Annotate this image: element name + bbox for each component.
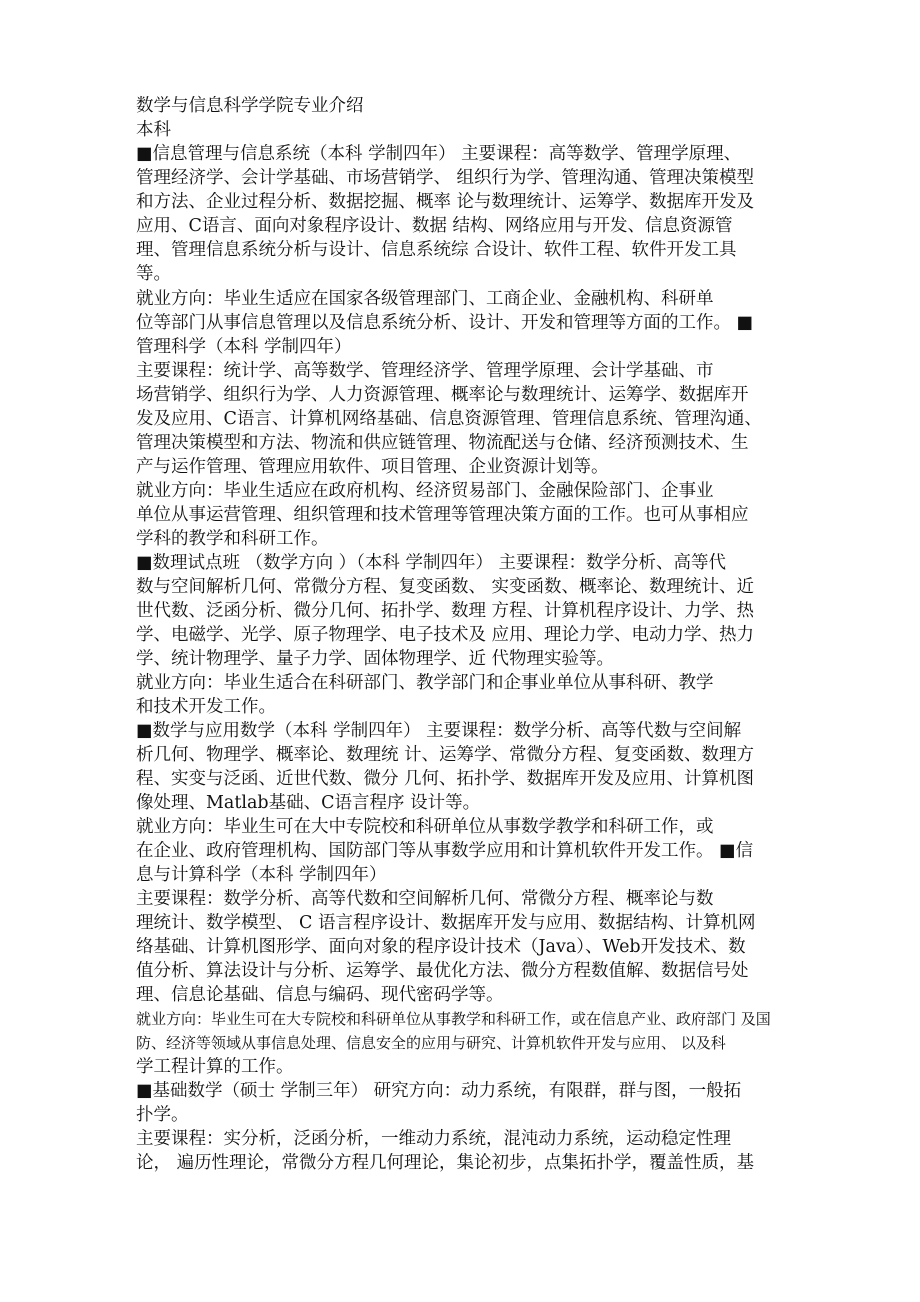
text-line: 单位从事运营管理、组织管理和技术管理等管理决策方面的工作。也可从事相应 — [136, 505, 749, 525]
text-line: 管理科学（本科 学制四年） — [136, 337, 352, 357]
text-line: 值分析、算法设计与分析、运筹学、最优化方法、微分方程数值解、数据信号处 — [136, 961, 749, 981]
text-line: 就业方向：毕业生适应在国家各级管理部门、工商企业、金融机构、科研单 — [136, 289, 714, 309]
text-line: 就业方向：毕业生适合在科研部门、教学部门和企事业单位从事科研、教学 — [136, 673, 714, 693]
text-line: ■基础数学（硕士 学制三年） 研究方向：动力系统，有限群，群与图，一般拓 — [136, 1081, 742, 1101]
text-line: 防、经济等领域从事信息处理、信息安全的应用与研究、计算机软件开发与应用、 以及科 — [136, 1034, 726, 1052]
text-line: 像处理、Matlab基础、C语言程序 设计等。 — [136, 793, 481, 813]
text-line: 主要课程：实分析，泛函分析，一维动力系统，混沌动力系统，运动稳定性理 — [136, 1129, 731, 1149]
text-line: 扑学。 — [136, 1105, 189, 1125]
text-line: 理、信息论基础、信息与编码、现代密码学等。 — [136, 985, 504, 1005]
text-line: 管理决策模型和方法、物流和供应链管理、物流配送与仓储、经济预测技术、生 — [136, 433, 749, 453]
text-line: 息与计算科学（本科 学制四年） — [136, 865, 387, 885]
text-line: 主要课程：统计学、高等数学、管理经济学、管理学原理、会计学基础、市 — [136, 361, 714, 381]
text-line: 络基础、计算机图形学、面向对象的程序设计技术（Java）、Web开发技术、数 — [136, 937, 746, 957]
text-line: 就业方向：毕业生适应在政府机构、经济贸易部门、金融保险部门、企事业 — [136, 481, 714, 501]
text-line: 和方法、企业过程分析、数据挖掘、概率 论与数理统计、运筹学、数据库开发及 — [136, 192, 755, 212]
document-title: 数学与信息科学学院专业介绍 — [136, 96, 364, 116]
text-line: 析几何、物理学、概率论、数理统 计、运筹学、常微分方程、复变函数、数理方 — [136, 745, 755, 765]
text-line: 世代数、泛函分析、微分几何、拓扑学、数理 方程、计算机程序设计、力学、热 — [136, 601, 755, 621]
text-line: 发及应用、C语言、计算机网络基础、信息资源管理、管理信息系统、管理沟通、 — [136, 409, 762, 429]
text-line: 学、统计物理学、量子力学、固体物理学、近 代物理实验等。 — [136, 649, 615, 669]
text-line: 理统计、数学模型、 C 语言程序设计、数据库开发与应用、数据结构、计算机网 — [136, 913, 756, 933]
text-line: 主要课程：数学分析、高等代数和空间解析几何、常微分方程、概率论与数 — [136, 889, 714, 909]
text-line: 位等部门从事信息管理以及信息系统分析、设计、开发和管理等方面的工作。 ■ — [136, 313, 754, 333]
text-line: 数与空间解析几何、常微分方程、复变函数、 实变函数、概率论、数理统计、近 — [136, 577, 755, 597]
text-line: 应用、C语言、面向对象程序设计、数据 结构、网络应用与开发、信息资源管 — [136, 216, 733, 236]
text-line: ■信息管理与信息系统（本科 学制四年） 主要课程：高等数学、管理学原理、 — [136, 144, 742, 164]
text-line: 就业方向：毕业生可在大中专院校和科研单位从事数学教学和科研工作，或 — [136, 817, 714, 837]
text-line: 管理经济学、会计学基础、市场营销学、 组织行为学、管理沟通、管理决策模型 — [136, 168, 755, 188]
text-line: 场营销学、组织行为学、人力资源管理、概率论与数理统计、运筹学、数据库开 — [136, 385, 749, 405]
text-line: 在企业、政府管理机构、国防部门等从事数学应用和计算机软件开发工作。 ■信 — [136, 841, 754, 861]
text-line: 等。 — [136, 264, 171, 284]
text-line: 理、管理信息系统分析与设计、信息系统综 合设计、软件工程、软件开发工具 — [136, 240, 737, 260]
text-line: 程、实变与泛函、近世代数、微分 几何、拓扑学、数据库开发及应用、计算机图 — [136, 769, 755, 789]
text-line: ■数学与应用数学（本科 学制四年） 主要课程：数学分析、高等代数与空间解 — [136, 721, 742, 741]
text-line: 学科的教学和科研工作。 — [136, 529, 329, 549]
text-line: 就业方向：毕业生可在大专院校和科研单位从事教学和科研工作，或在信息产业、政府部门 及国 — [136, 1010, 771, 1028]
text-line: ■数理试点班 （数学方向 ）（本科 学制四年） 主要课程：数学分析、高等代 — [136, 553, 727, 573]
text-line: 产与运作管理、管理应用软件、项目管理、企业资源计划等。 — [136, 457, 609, 477]
text-line: 论， 遍历性理论，常微分方程几何理论，集论初步，点集拓扑学，覆盖性质，基 — [136, 1153, 755, 1173]
section-heading: 本科 — [136, 120, 171, 140]
text-line: 学、电磁学、光学、原子物理学、电子技术及 应用、理论力学、电动力学、热力 — [136, 625, 755, 645]
text-line: 学工程计算的工作。 — [136, 1057, 294, 1077]
text-line: 和技术开发工作。 — [136, 697, 276, 717]
